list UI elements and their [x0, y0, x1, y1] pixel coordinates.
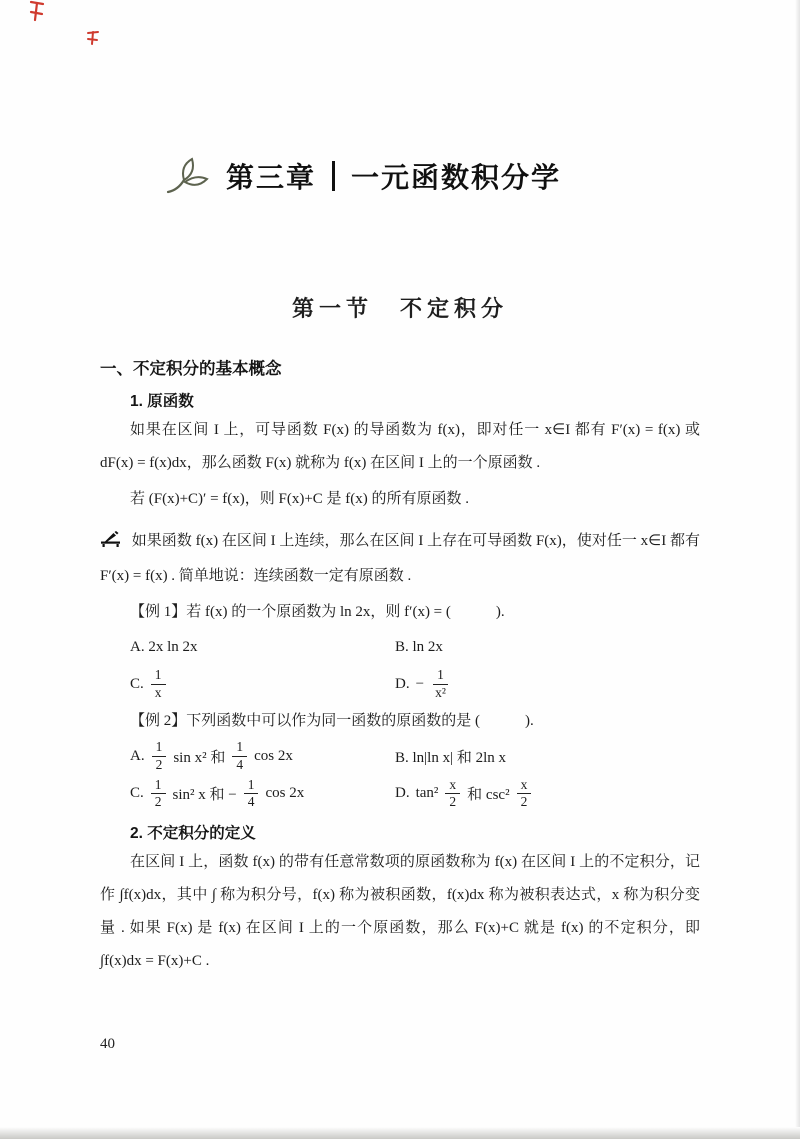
fraction-numerator: 1 [152, 739, 167, 757]
section-title: 第一节 不定积分 [291, 296, 508, 321]
paragraph-primitive-definition: 如果在区间 I 上，可导函数 F(x) 的导函数为 f(x)，即对任一 x∈I 都有 F′(x) = f(x) 或 dF(x) = f(x)dx，那么函数 F(x) 就称为 f(x) 在区间 I 上的一个原函数 . [100, 422, 700, 471]
fraction-numerator: 1 [151, 777, 166, 795]
option-text: A. 2x ln 2x [130, 638, 198, 655]
option-text: cos 2x [254, 747, 293, 764]
chapter-name: 一元函数积分学 [351, 162, 562, 193]
option-text: sin² x 和 − [172, 787, 237, 804]
scan-edge-right [795, 0, 800, 1139]
option-text: tan² [415, 785, 439, 802]
example2-option-b [395, 739, 700, 774]
example1-option-d [395, 667, 700, 702]
fraction-denominator: 4 [247, 794, 255, 810]
fraction-numerator: 1 [151, 667, 166, 685]
option-text: 和 csc² [467, 787, 510, 804]
example1-question [100, 596, 700, 629]
example1-label: 【例 1】 [130, 604, 187, 620]
fraction [151, 777, 166, 812]
subheading-indefinite-integral-definition: 2. 不定积分的定义 [130, 825, 256, 843]
example1-option-b [395, 630, 700, 664]
minus-sign: − [415, 675, 425, 692]
example2-option-c [130, 777, 395, 812]
red-stamp-mark-1 [28, 0, 46, 27]
leaf-sprig-icon [164, 156, 210, 196]
fraction-denominator: x [154, 684, 162, 700]
fraction-numerator: 1 [433, 667, 448, 685]
fraction-numerator: x [445, 777, 460, 795]
note-icon [100, 527, 121, 560]
example1-question-text: 若 f(x) 的一个原函数为 ln 2x，则 f′(x) = ( ). [186, 604, 505, 620]
example2-label: 【例 2】 [130, 712, 187, 729]
option-text: cos 2x [265, 785, 305, 802]
fraction [517, 777, 532, 812]
chapter-number: 第三章 [226, 162, 317, 193]
note-text: 如果函数 f(x) 在区间 I 上连续，那么在区间 I 上存在可导函数 F(x)，使对任一 x∈I 都有 F′(x) = f(x) . 简单地说：连续函数一定有原函数 . [100, 533, 700, 584]
red-stamp-mark-2 [86, 30, 100, 51]
note-paragraph [100, 525, 700, 593]
subheading-primitive-function: 1. 原函数 [130, 393, 194, 410]
option-key: D. [395, 785, 410, 802]
fraction-denominator: 2 [155, 756, 163, 772]
option-key: A. [130, 747, 145, 764]
fraction [244, 777, 259, 812]
fraction-numerator: x [517, 777, 532, 795]
fraction-numerator: 1 [232, 739, 247, 757]
example1-option-c [130, 667, 395, 702]
example2-question [100, 705, 700, 738]
example1-option-a [130, 630, 395, 664]
example2-options [100, 739, 700, 812]
page-number: 40 [100, 1036, 115, 1052]
paragraph-indefinite-integral: 在区间 I 上，函数 f(x) 的带有任意常数项的原函数称为 f(x) 在区间 I 上的不定积分，记作 ∫f(x)dx，其中 ∫ 称为积分号，f(x) 称为被积函数，f(x)dx 称为被积表达式，x 称为积分变量 . 如果 F(x) 是 f(x) 在区间 I 上的一个原函数，那么 F(x)+C 就是 f(x) 的不定积分，即 ∫f(x)dx = F(x)+C . [100, 854, 700, 970]
chapter-header [164, 0, 700, 196]
fraction [431, 667, 450, 702]
option-key: C. [130, 785, 144, 802]
fraction [151, 667, 166, 702]
example2-option-d [395, 777, 700, 812]
fraction-denominator: 2 [449, 794, 457, 810]
option-text: B. ln 2x [395, 638, 443, 655]
example2-option-a [130, 739, 395, 774]
chapter-title [226, 156, 561, 196]
chapter-divider [332, 161, 335, 191]
option-text: B. ln|ln x| 和 2ln x [395, 749, 507, 766]
fraction [232, 739, 247, 774]
example1-options [100, 630, 700, 702]
option-text: sin x² 和 [173, 749, 226, 766]
fraction [152, 739, 167, 774]
scan-edge-bottom [0, 1127, 800, 1139]
fraction [445, 777, 460, 812]
paragraph-all-primitives: 若 (F(x)+C)′ = f(x)，则 F(x)+C 是 f(x) 的所有原函数 . [130, 491, 470, 507]
fraction-denominator: 4 [236, 756, 244, 772]
heading-basic-concepts: 一、不定积分的基本概念 [100, 360, 282, 378]
fraction-denominator: 2 [520, 794, 528, 810]
fraction-numerator: 1 [244, 777, 259, 795]
fraction-denominator: x² [435, 684, 446, 700]
option-key: C. [130, 675, 144, 692]
example2-question-text: 下列函数中可以作为同一函数的原函数的是 ( ). [186, 712, 534, 729]
fraction-denominator: 2 [154, 794, 162, 810]
option-key: D. [395, 675, 410, 692]
